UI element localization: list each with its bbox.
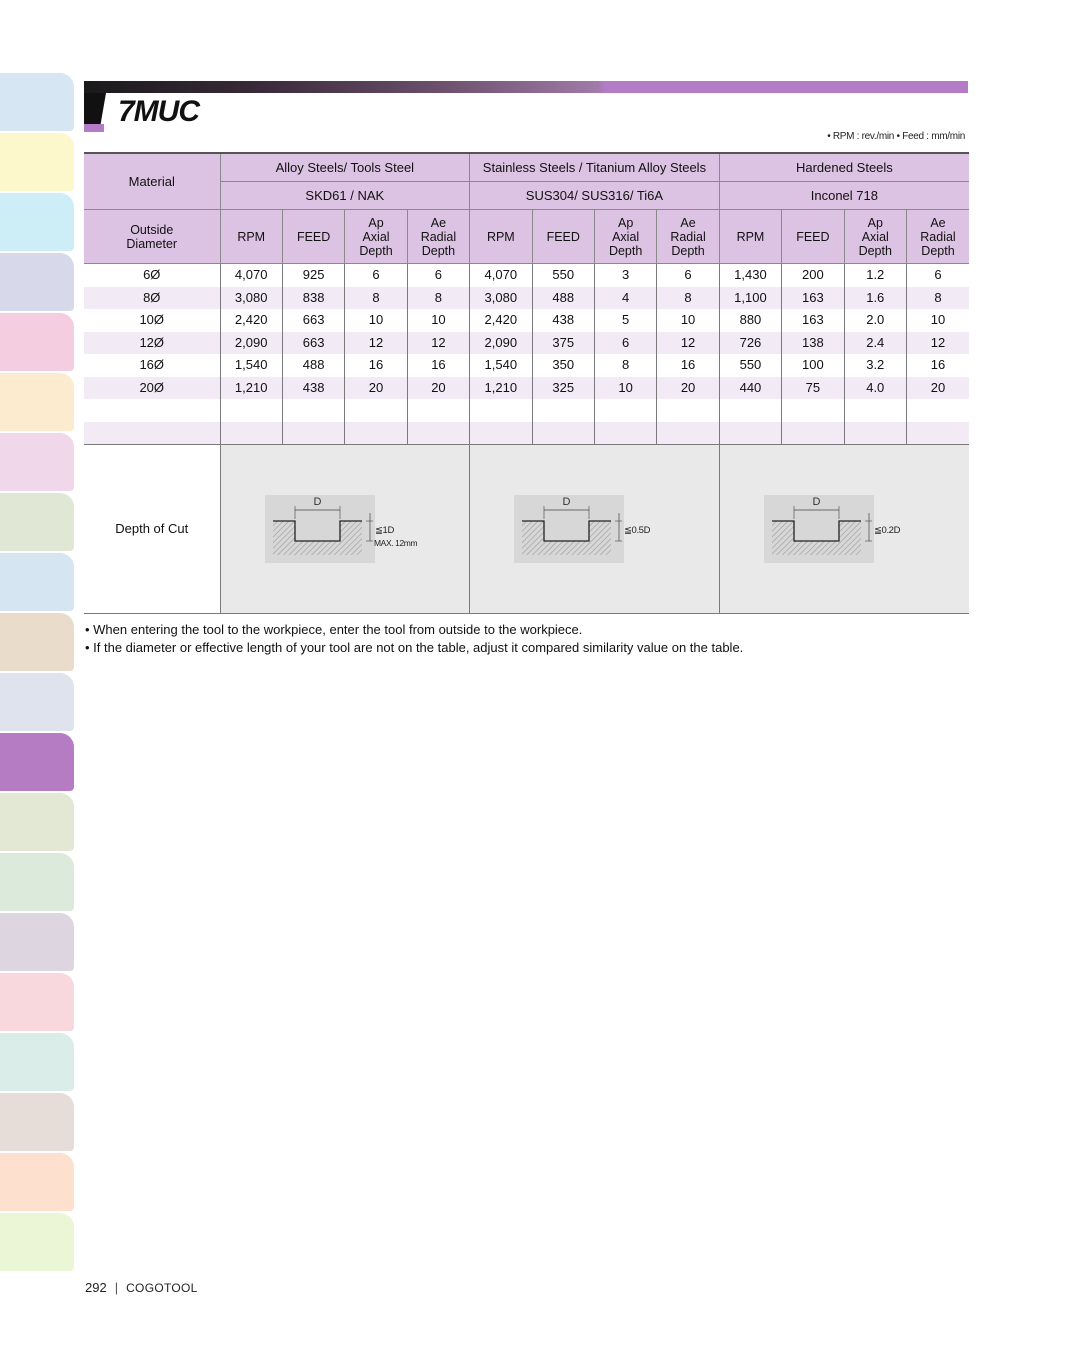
group-name: Hardened Steels [719,153,969,182]
side-tab[interactable] [0,733,74,791]
empty-cell [282,399,344,422]
value-cell: 12 [345,332,407,355]
value-cell: 1,540 [470,354,532,377]
depth-of-cut-label: Depth of Cut [84,445,220,614]
feed-header: FEED [532,210,594,264]
empty-cell [844,422,906,445]
empty-cell [345,422,407,445]
value-cell: 726 [719,332,781,355]
depth-diagram-cell [470,445,720,614]
value-cell: 6 [657,264,719,287]
empty-cell [844,399,906,422]
side-tab[interactable] [0,193,74,251]
ap-header [594,210,656,264]
empty-cell [719,399,781,422]
value-cell: 20 [906,377,969,400]
width-label: D [313,496,322,508]
group-grade: Inconel 718 [719,182,969,210]
slot-diagram [260,493,430,565]
value-cell: 375 [532,332,594,355]
page-title: 7MUC [118,95,200,128]
value-cell: 138 [782,332,844,355]
value-cell: 440 [719,377,781,400]
side-tab[interactable] [0,1153,74,1211]
empty-cell [220,422,282,445]
empty-cell [532,422,594,445]
value-cell: 10 [407,309,469,332]
value-cell: 925 [282,264,344,287]
side-tab[interactable] [0,673,74,731]
value-cell: 838 [282,287,344,310]
side-tab[interactable] [0,373,74,431]
value-cell: 20 [407,377,469,400]
notes [85,621,743,657]
value-cell: 488 [282,354,344,377]
value-cell: 488 [532,287,594,310]
value-cell: 438 [282,377,344,400]
table-row [84,354,969,377]
header-text: Outside [130,222,174,237]
brand-name: COGOTOOL [126,1281,198,1295]
empty-row [84,399,969,422]
value-cell: 16 [657,354,719,377]
header-text: Radial [420,229,457,244]
depth-limit-label: ≦0.5D [624,525,651,536]
empty-cell [594,422,656,445]
value-cell: 163 [782,287,844,310]
depth-diagram-cell [719,445,969,614]
value-cell: 16 [345,354,407,377]
diameter-cell: 6Ø [84,264,220,287]
slot-diagram [759,493,929,565]
value-cell: 8 [345,287,407,310]
header-text: Depth [671,243,705,258]
value-cell: 1.2 [844,264,906,287]
value-cell: 10 [594,377,656,400]
empty-cell [345,399,407,422]
header-text: Radial [920,229,956,244]
depth-limit-label: ≦0.2D [874,525,901,536]
slot-diagram [509,493,679,565]
value-cell: 20 [345,377,407,400]
empty-cell [84,422,220,445]
value-cell: 550 [719,354,781,377]
rpm-header: RPM [719,210,781,264]
side-tab[interactable] [0,973,74,1031]
diameter-cell: 8Ø [84,287,220,310]
empty-cell [782,422,844,445]
value-cell: 2,090 [220,332,282,355]
header-text: Ae [930,215,946,230]
side-tab[interactable] [0,553,74,611]
side-tab[interactable] [0,433,74,491]
column-header-row [84,210,969,264]
value-cell: 1.6 [844,287,906,310]
table-row [84,264,969,287]
max-depth-label: MAX. 12mm [373,538,417,548]
width-label: D [812,496,821,508]
value-cell: 10 [906,309,969,332]
table-row [84,332,969,355]
value-cell: 2,420 [220,309,282,332]
value-cell: 3,080 [470,287,532,310]
side-tab[interactable] [0,1213,74,1271]
value-cell: 3,080 [220,287,282,310]
value-cell: 4.0 [844,377,906,400]
value-cell: 163 [782,309,844,332]
empty-cell [657,422,719,445]
group-grade: SKD61 / NAK [220,182,470,210]
value-cell: 2.0 [844,309,906,332]
header-accent [84,124,104,132]
value-cell: 8 [906,287,969,310]
note-line: • If the diameter or effective length of your tool are not on the table, adjust it compared similarity value on the table. [85,640,744,655]
value-cell: 1,430 [719,264,781,287]
table-row [84,287,969,310]
footer-separator: | [114,1280,119,1295]
side-tab[interactable] [0,313,74,371]
side-tabs [0,73,74,1273]
header-text: Ae [430,215,447,230]
group-name: Alloy Steels/ Tools Steel [220,153,470,182]
value-cell: 2.4 [844,332,906,355]
depth-of-cut-row [84,445,969,614]
side-tab[interactable] [0,1033,74,1091]
value-cell: 1,210 [220,377,282,400]
empty-cell [906,399,969,422]
ap-header [345,210,407,264]
value-cell: 2,090 [470,332,532,355]
feed-header: FEED [782,210,844,264]
value-cell: 4,070 [470,264,532,287]
value-cell: 4 [594,287,656,310]
side-tab[interactable] [0,613,74,671]
side-tab[interactable] [0,913,74,971]
ap-header [844,210,906,264]
value-cell: 100 [782,354,844,377]
material-header: Material [84,153,220,210]
value-cell: 6 [345,264,407,287]
empty-cell [282,422,344,445]
value-cell: 1,540 [220,354,282,377]
cutting-conditions-table [84,152,969,614]
depth-limit-label: ≦1D [374,525,394,536]
value-cell: 16 [407,354,469,377]
page-number: 292 [85,1280,107,1295]
ae-header [407,210,469,264]
header-text: Axial Depth [359,229,393,258]
value-cell: 1,100 [719,287,781,310]
value-cell: 3 [594,264,656,287]
side-tab[interactable] [0,1093,74,1151]
header-text: Ae [680,215,696,230]
value-cell: 8 [407,287,469,310]
empty-cell [782,399,844,422]
value-cell: 6 [407,264,469,287]
value-cell: 350 [532,354,594,377]
empty-cell [719,422,781,445]
value-cell: 880 [719,309,781,332]
header-text: Ap [617,215,634,230]
header-text: Ap [368,215,384,230]
value-cell: 6 [906,264,969,287]
value-cell: 10 [657,309,719,332]
side-tab[interactable] [0,853,74,911]
note-line: • When entering the tool to the workpiece, enter the tool from outside to the workpiece. [85,622,583,637]
empty-cell [657,399,719,422]
value-cell: 663 [282,309,344,332]
empty-cell [407,399,469,422]
value-cell: 663 [282,332,344,355]
side-tab[interactable] [0,73,74,131]
diameter-header [84,210,220,264]
group-grade: SUS304/ SUS316/ Ti6A [470,182,720,210]
value-cell: 6 [594,332,656,355]
diameter-cell: 16Ø [84,354,220,377]
empty-cell [220,399,282,422]
diameter-cell: 20Ø [84,377,220,400]
value-cell: 325 [532,377,594,400]
ae-header [906,210,969,264]
header-text: Ap [867,215,883,230]
side-tab[interactable] [0,253,74,311]
depth-diagram-cell [220,445,470,614]
value-cell: 10 [345,309,407,332]
header-text: Depth [421,243,456,258]
value-cell: 5 [594,309,656,332]
table-row [84,309,969,332]
header-text: Axial Depth [858,229,892,258]
empty-cell [532,399,594,422]
empty-cell [470,422,532,445]
empty-cell [407,422,469,445]
table-body [84,264,969,614]
footer [85,1280,198,1295]
empty-cell [594,399,656,422]
group-name: Stainless Steels / Titanium Alloy Steels [470,153,720,182]
ae-header [657,210,719,264]
empty-cell [84,399,220,422]
width-label: D [562,496,571,508]
side-tab[interactable] [0,493,74,551]
side-tab[interactable] [0,133,74,191]
diameter-cell: 12Ø [84,332,220,355]
rpm-header: RPM [470,210,532,264]
header-bar [84,81,968,93]
value-cell: 3.2 [844,354,906,377]
header-text: Diameter [126,236,178,251]
side-tab[interactable] [0,793,74,851]
value-cell: 550 [532,264,594,287]
value-cell: 12 [407,332,469,355]
value-cell: 200 [782,264,844,287]
header-text: Radial [670,229,706,244]
value-cell: 2,420 [470,309,532,332]
value-cell: 12 [906,332,969,355]
value-cell: 75 [782,377,844,400]
value-cell: 8 [657,287,719,310]
diameter-cell: 10Ø [84,309,220,332]
value-cell: 4,070 [220,264,282,287]
value-cell: 1,210 [470,377,532,400]
feed-header: FEED [282,210,344,264]
value-cell: 438 [532,309,594,332]
value-cell: 16 [906,354,969,377]
empty-cell [470,399,532,422]
value-cell: 20 [657,377,719,400]
value-cell: 12 [657,332,719,355]
header-text: Axial Depth [608,229,643,258]
empty-cell [906,422,969,445]
units-note: • RPM : rev./min • Feed : mm/min [827,131,965,142]
empty-row [84,422,969,445]
rpm-header: RPM [220,210,282,264]
header-text: Depth [921,243,955,258]
table-row [84,377,969,400]
value-cell: 8 [594,354,656,377]
